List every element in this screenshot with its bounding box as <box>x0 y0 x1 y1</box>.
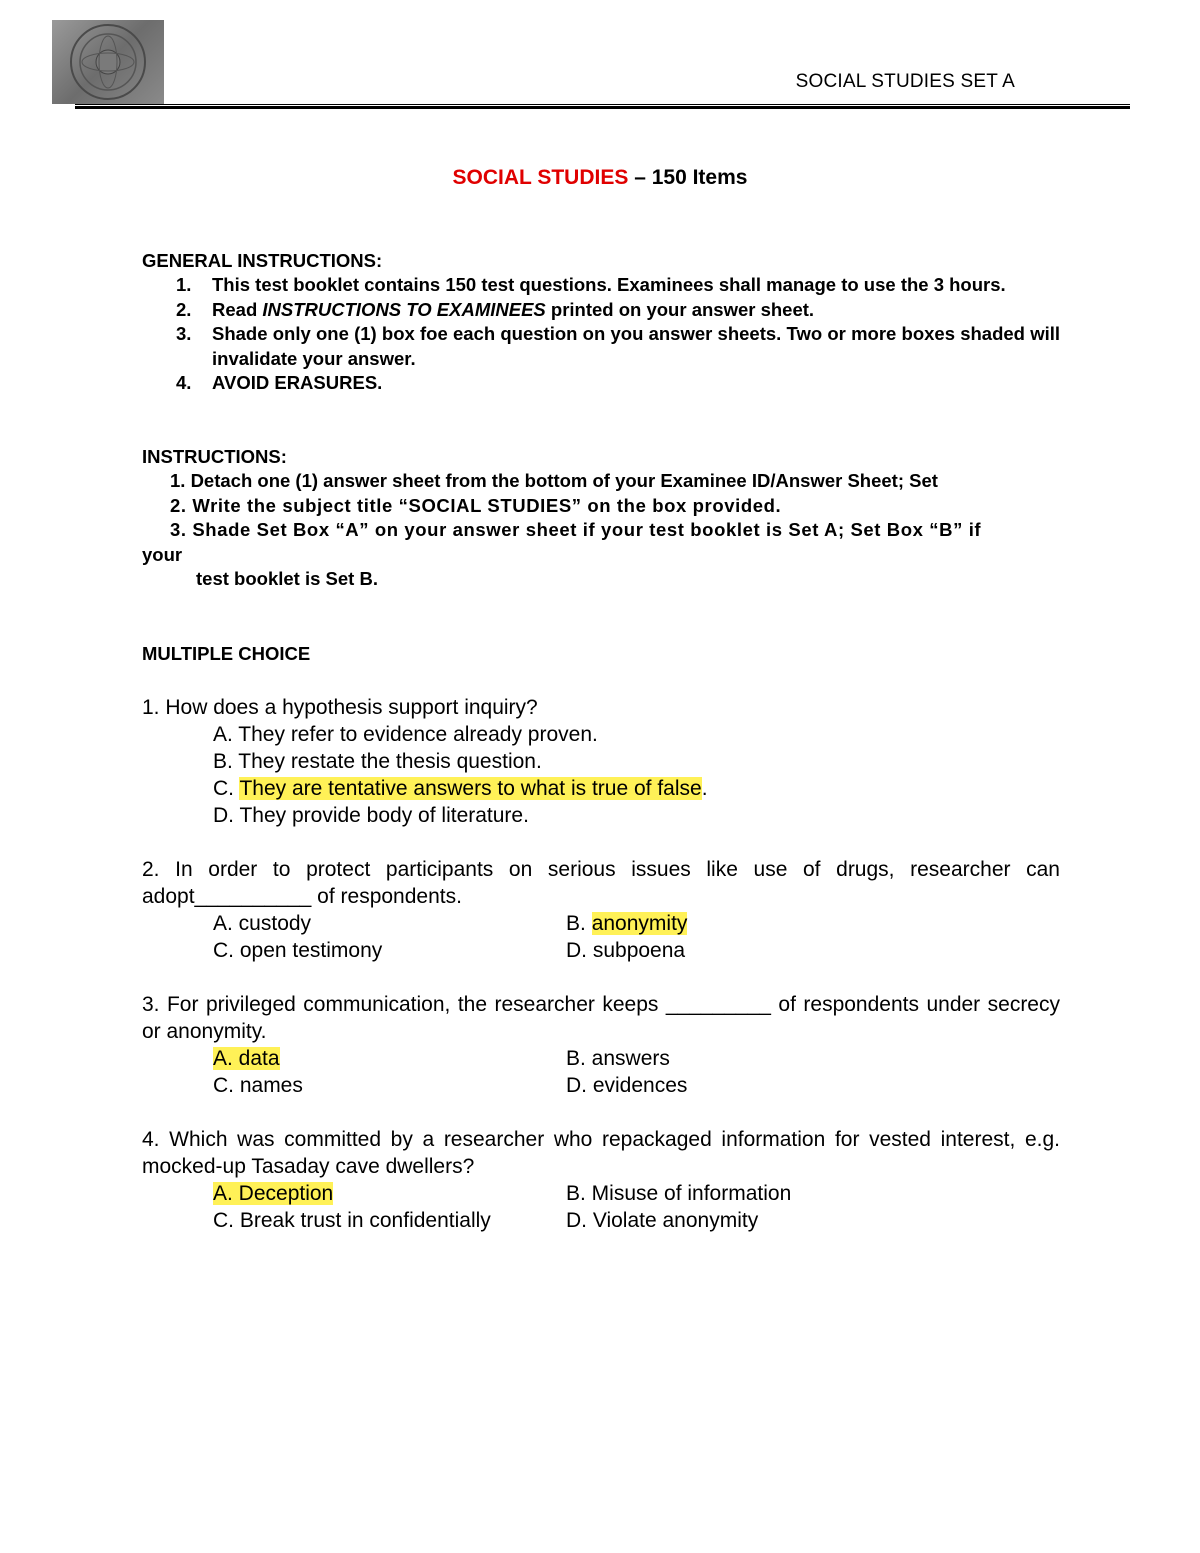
title-subject: SOCIAL STUDIES <box>452 166 629 189</box>
general-instruction-item: 4. AVOID ERASURES. <box>176 372 383 393</box>
option-c: C. Break trust in confidentially <box>213 1208 491 1232</box>
general-instructions-list <box>142 273 1060 396</box>
question-3 <box>142 991 1060 1099</box>
option-a <box>213 1045 566 1072</box>
question-stem: 3. For privileged communication, the researcher keeps _________ of respondents under secrecy or anonymity. <box>142 992 1060 1043</box>
question-1 <box>142 694 1060 829</box>
question-stem: 2. In order to protect participants on serious issues like use of drugs, researcher can adopt__________ of respondents. <box>142 857 1060 908</box>
option-a: A. custody <box>213 911 312 935</box>
instruction-line-1: 1. Detach one (1) answer sheet from the bottom of your Examinee ID/Answer Sheet; Set <box>170 470 938 491</box>
general-instruction-item: 1. This test booklet contains 150 test questions. Examinees shall manage to use the 3 hours. <box>176 274 1006 295</box>
option-b: B. anonymity <box>566 911 688 935</box>
option-b: B. answers <box>566 1046 670 1070</box>
instruction-line-2: 2. Write the subject title “SOCIAL STUDIES” on the box provided. <box>170 494 782 516</box>
document-body <box>142 248 1060 1234</box>
general-instructions-heading: GENERAL INSTRUCTIONS: <box>142 250 383 271</box>
instructions-section <box>142 445 1060 592</box>
options-row <box>142 910 1060 937</box>
title-items: – 150 Items <box>628 166 748 189</box>
options-row <box>142 1207 1060 1234</box>
options-row <box>142 937 1060 964</box>
option-c: C. open testimony <box>213 938 383 962</box>
option-c: C. They are tentative answers to what is true of false. <box>213 776 708 800</box>
option-d: D. subpoena <box>566 938 686 962</box>
option-b: B. Misuse of information <box>566 1181 792 1205</box>
general-instruction-item: 2. Read INSTRUCTIONS TO EXAMINEES printed on your answer sheet. <box>176 298 815 320</box>
options-row <box>142 1045 1060 1072</box>
option-a: A. They refer to evidence already proven. <box>213 722 598 746</box>
option-d: D. They provide body of literature. <box>213 803 529 827</box>
option-c: C. names <box>213 1073 303 1097</box>
question-stem: 4. Which was committed by a researcher who repackaged information for vested interest, e.g. mocked-up Tasaday cave dwellers? <box>142 1127 1060 1178</box>
options-row <box>142 1180 1060 1207</box>
question-2 <box>142 856 1060 964</box>
option-a <box>213 1180 566 1207</box>
general-instruction-item: 3. Shade only one (1) box foe each question on you answer sheets. Two or more boxes shaded will invalidate your answer. <box>176 323 1060 369</box>
question-stem: 1. How does a hypothesis support inquiry? <box>142 695 538 719</box>
header-set-title: SOCIAL STUDIES SET A <box>795 71 1015 92</box>
instruction-line-3-wrap: your <box>142 543 183 565</box>
option-d: D. Violate anonymity <box>566 1208 759 1232</box>
instruction-line-3-cont: test booklet is Set B. <box>196 568 378 589</box>
instruction-line-3: 3. Shade Set Box “A” on your answer sheet if your test booklet is Set A; Set Box “B” if <box>170 519 982 540</box>
highlighted-answer: A. data <box>213 1046 280 1070</box>
prc-seal-logo <box>52 20 164 104</box>
header-rule-bold <box>75 106 1130 109</box>
document-title <box>0 166 1200 190</box>
highlighted-answer: A. Deception <box>213 1181 334 1205</box>
highlighted-answer: anonymity <box>591 911 688 935</box>
option-b: B. They restate the thesis question. <box>213 749 542 773</box>
header-rule-thin <box>75 104 1130 105</box>
instructions-heading: INSTRUCTIONS: <box>142 445 287 467</box>
options-row <box>142 1072 1060 1099</box>
option-d: D. evidences <box>566 1073 688 1097</box>
highlighted-answer: They are tentative answers to what is true of false <box>239 776 702 800</box>
question-4 <box>142 1126 1060 1234</box>
multiple-choice-heading: MULTIPLE CHOICE <box>142 642 311 664</box>
